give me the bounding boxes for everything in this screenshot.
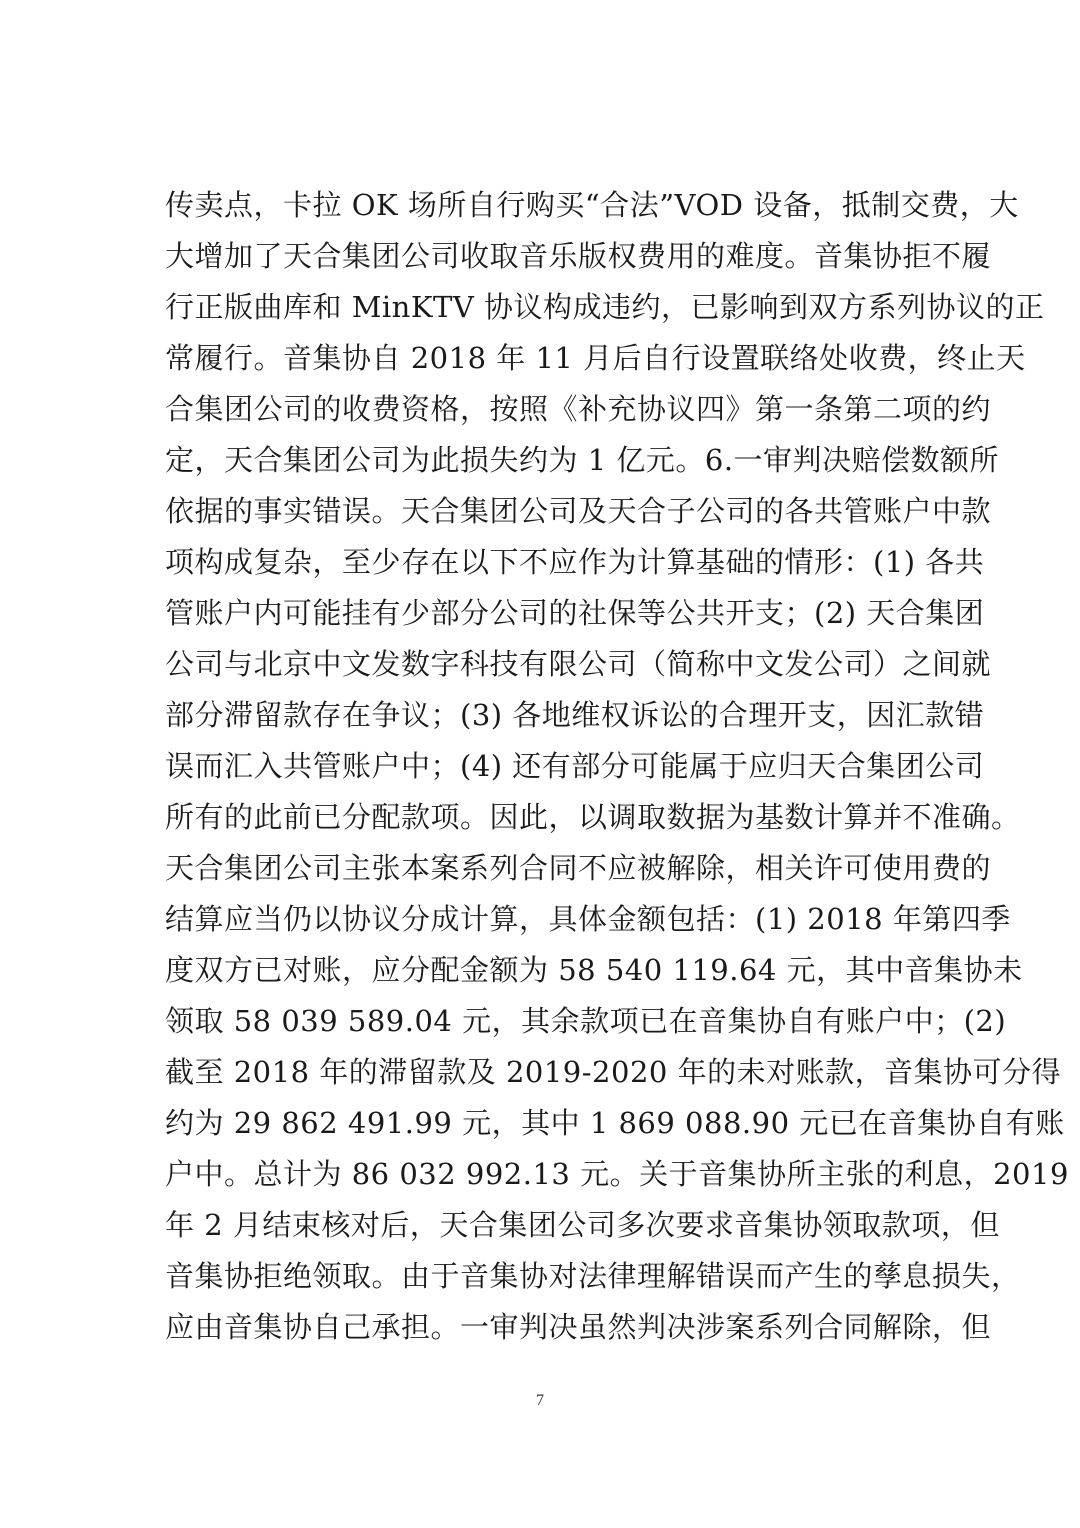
text-line: 截至 2018 年的滞留款及 2019-2020 年的未对账款，音集协可分得 bbox=[165, 1055, 1062, 1089]
text-line: 大增加了天合集团公司收取音乐版权费用的难度。音集协拒不履 bbox=[165, 239, 992, 273]
body-text bbox=[165, 180, 1069, 1353]
text-line: 管账户内可能挂有少部分公司的社保等公共开支；(2) 天合集团 bbox=[165, 596, 985, 630]
text-line: 结算应当仍以协议分成计算，具体金额包括：(1) 2018 年第四季 bbox=[165, 902, 1011, 936]
text-line: 定，天合集团公司为此损失约为 1 亿元。6.一审判决赔偿数额所 bbox=[165, 443, 1000, 477]
page-number: 7 bbox=[536, 1392, 544, 1409]
text-line: 项构成复杂，至少存在以下不应作为计算基础的情形：(1) 各共 bbox=[165, 545, 985, 579]
text-line: 传卖点，卡拉 OK 场所自行购买“合法”VOD 设备，抵制交费，大 bbox=[165, 188, 1019, 222]
text-line: 依据的事实错误。天合集团公司及天合子公司的各共管账户中款 bbox=[165, 494, 992, 528]
text-line: 领取 58 039 589.04 元，其余款项已在音集协自有账户中；(2) bbox=[165, 1004, 1007, 1038]
text-line: 部分滞留款存在争议；(3) 各地维权诉讼的合理开支，因汇款错 bbox=[165, 698, 985, 732]
text-line: 度双方已对账，应分配金额为 58 540 119.64 元，其中音集协未 bbox=[165, 953, 1023, 987]
text-line: 行正版曲库和 MinKTV 协议构成违约，已影响到双方系列协议的正 bbox=[165, 290, 1045, 324]
text-line: 公司与北京中文发数字科技有限公司（简称中文发公司）之间就 bbox=[165, 647, 992, 681]
text-line: 天合集团公司主张本案系列合同不应被解除，相关许可使用费的 bbox=[165, 851, 992, 885]
text-line: 所有的此前已分配款项。因此，以调取数据为基数计算并不准确。 bbox=[165, 800, 1021, 834]
text-line: 应由音集协自己承担。一审判决虽然判决涉案系列合同解除，但 bbox=[165, 1310, 992, 1344]
text-line: 约为 29 862 491.99 元，其中 1 869 088.90 元已在音集协自有账 bbox=[165, 1106, 1065, 1140]
text-line: 合集团公司的收费资格，按照《补充协议四》第一条第二项的约 bbox=[165, 392, 992, 426]
text-line: 音集协拒绝领取。由于音集协对法律理解错误而产生的孳息损失， bbox=[165, 1259, 1021, 1293]
text-line: 常履行。音集协自 2018 年 11 月后自行设置联络处收费，终止天 bbox=[165, 341, 1026, 375]
text-line: 误而汇入共管账户中；(4) 还有部分可能属于应归天合集团公司 bbox=[165, 749, 985, 783]
text-line: 年 2 月结束核对后，天合集团公司多次要求音集协领取款项，但 bbox=[165, 1208, 1000, 1242]
text-line: 户中。总计为 86 032 992.13 元。关于音集协所主张的利息，2019 bbox=[165, 1157, 1069, 1191]
